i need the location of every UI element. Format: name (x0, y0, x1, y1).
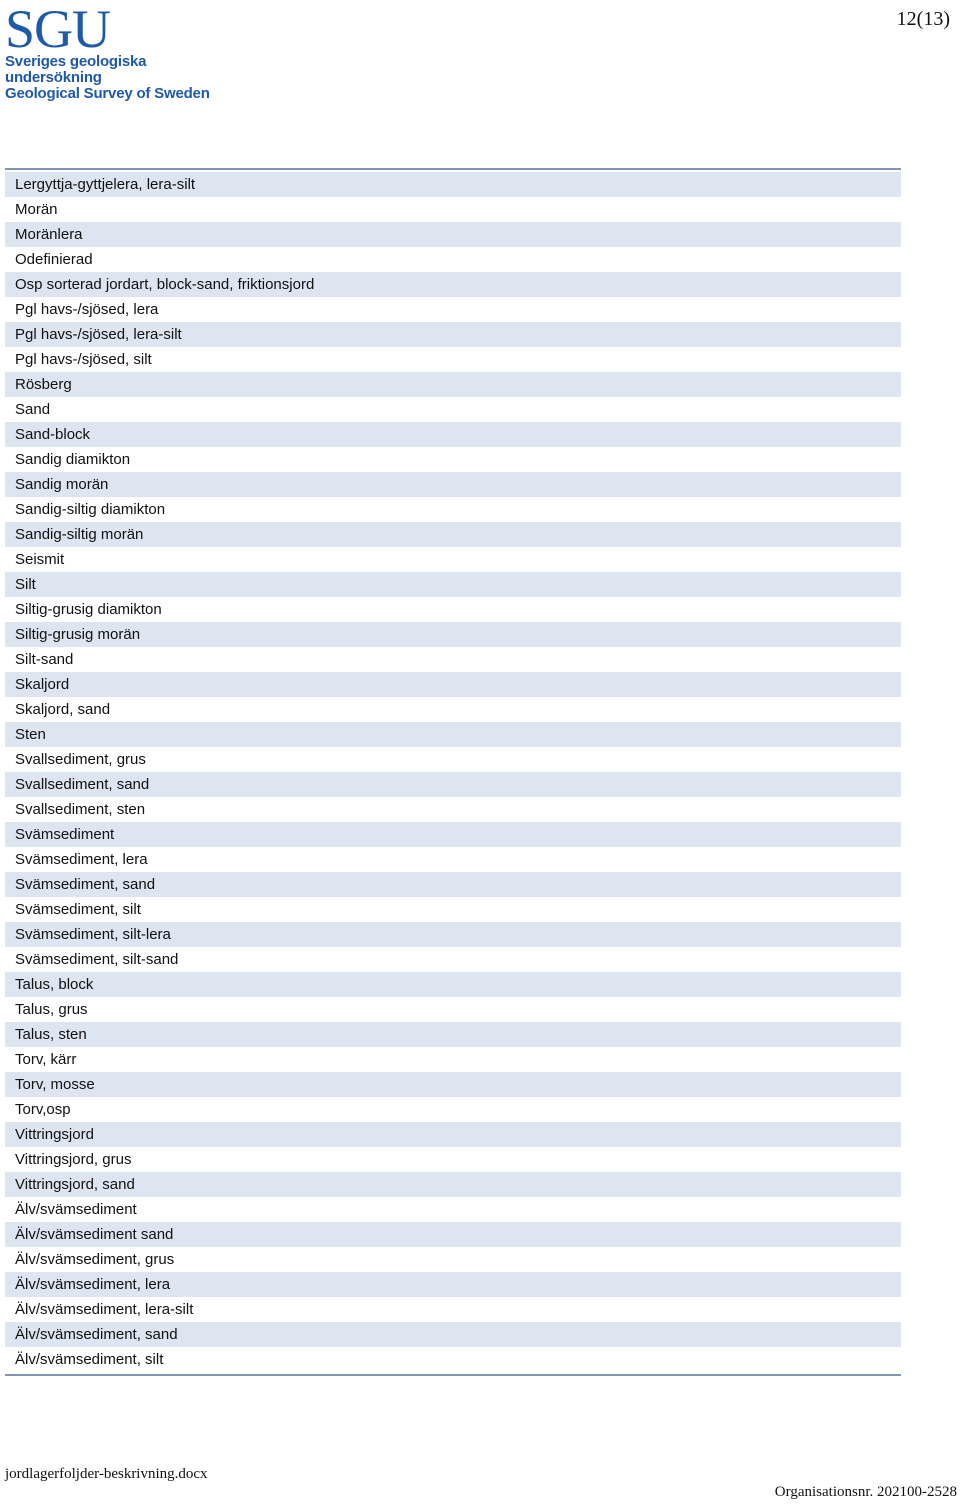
table-row: Älv/svämsediment, silt (15, 1351, 164, 1368)
table-row: Lergyttja-gyttjelera, lera-silt (5, 172, 901, 197)
table-row: Talus, grus (15, 1001, 88, 1018)
table-row: Sandig-siltig diamikton (15, 501, 166, 518)
table-row: Moränlera (5, 222, 901, 247)
table-row: Älv/svämsediment, lera-silt (15, 1301, 194, 1318)
table-row: Torv, mosse (5, 1072, 901, 1097)
sgu-logo (5, 0, 245, 102)
logo-line-swedish: Sveriges geologiska undersökning (5, 53, 147, 86)
table-row: Svämsediment, silt-lera (5, 922, 901, 947)
table-row: Sten (5, 722, 901, 747)
table-row: Siltig-grusig morän (5, 622, 901, 647)
table-row: Odefinierad (15, 251, 93, 268)
table-row: Sand (15, 401, 51, 418)
table-row: Talus, sten (5, 1022, 901, 1047)
table-row: Sandig diamikton (15, 451, 131, 468)
table-row: Torv, kärr (15, 1051, 77, 1068)
table-row: Sandig morän (5, 472, 901, 497)
table-row: Vittringsjord, sand (5, 1172, 901, 1197)
table-row: Älv/svämsediment, lera (5, 1272, 901, 1297)
table-row: Svämsediment, silt-sand (15, 951, 179, 968)
table-row: Rösberg (5, 372, 901, 397)
table-row: Sandig-siltig morän (5, 522, 901, 547)
table-row: Silt (5, 572, 901, 597)
table-row: Torv,osp (15, 1101, 71, 1118)
table-row: Svämsediment, silt (15, 901, 141, 918)
footer-org-number: Organisationsnr. 202100-2528 (774, 1484, 957, 1500)
logo-mark: SGU (5, 0, 111, 59)
table-row: Sand-block (5, 422, 901, 447)
table-row: Svallsediment, sten (15, 801, 146, 818)
logo-line-english: Geological Survey of Sweden (5, 85, 210, 102)
table-row: Vittringsjord, grus (15, 1151, 132, 1168)
table-row: Skaljord, sand (15, 701, 111, 718)
table-row: Älv/svämsediment, sand (5, 1322, 901, 1347)
table-row: Svallsediment, sand (5, 772, 901, 797)
table-row: Osp sorterad jordart, block-sand, friktionsjord (5, 272, 901, 297)
table-row: Älv/svämsediment (15, 1201, 137, 1218)
table-row: Talus, block (5, 972, 901, 997)
table-row: Pgl havs-/sjösed, lera-silt (5, 322, 901, 347)
table-row: Pgl havs-/sjösed, silt (15, 351, 152, 368)
table-row: Älv/svämsediment sand (5, 1222, 901, 1247)
table-row: Vittringsjord (5, 1122, 901, 1147)
footer-filename: jordlagerfoljder-beskrivning.docx (5, 1466, 208, 1482)
table-row: Älv/svämsediment, grus (15, 1251, 175, 1268)
table-row: Skaljord (5, 672, 901, 697)
table-row: Svämsediment, sand (5, 872, 901, 897)
table-row: Svämsediment, lera (15, 851, 148, 868)
table-row: Svämsediment (5, 822, 901, 847)
table-row: Svallsediment, grus (15, 751, 146, 768)
table-row: Pgl havs-/sjösed, lera (15, 301, 159, 318)
table-row: Morän (15, 201, 58, 218)
table-row: Silt-sand (15, 651, 74, 668)
soil-type-table (5, 168, 901, 1376)
table-row: Siltig-grusig diamikton (15, 601, 162, 618)
page-number: 12(13) (896, 8, 950, 30)
table-row: Seismit (15, 551, 65, 568)
